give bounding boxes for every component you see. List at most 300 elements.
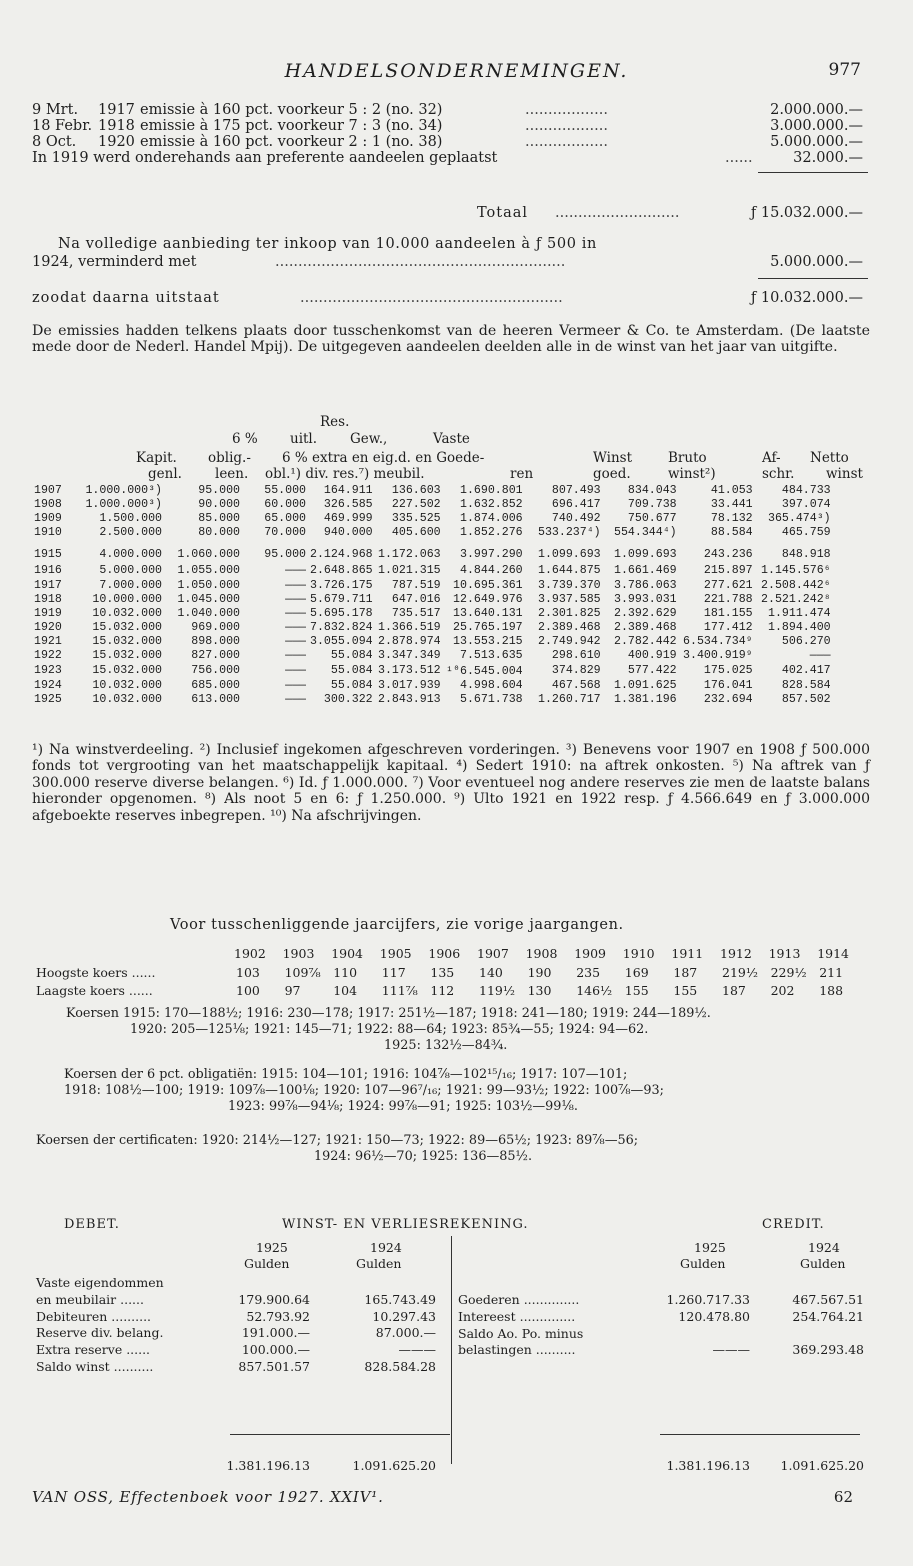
emission-amount: 3.000.000.— xyxy=(770,118,863,134)
sum-rule xyxy=(660,1434,860,1435)
reduction-line2: 1924, verminderd met xyxy=(32,254,197,270)
credit-total-1925: 1.381.196.13 xyxy=(666,1458,750,1473)
cell-winst: 467.568 xyxy=(551,678,601,692)
cell-bruto: 2.392.629 xyxy=(614,606,677,620)
cell-obl: 60.000 xyxy=(264,497,306,511)
reduction-line1: Na volledige aanbieding ter inkoop van 10.000 aandeelen à ƒ 500 in xyxy=(58,236,597,252)
cell-obl: ——— xyxy=(285,692,306,706)
koers-year: 1905 xyxy=(379,946,412,961)
credit-year2: 1924 xyxy=(808,1240,840,1255)
cell-oblig: 80.000 xyxy=(198,526,240,540)
credit-label: Saldo Ao. Po. minus xyxy=(458,1325,584,1341)
sum-rule xyxy=(230,1434,450,1435)
cell-netto: 365.474³) xyxy=(768,511,831,525)
koers-value: 111⅞ xyxy=(381,983,418,998)
footnotes: ¹) Na winstverdeeling. ²) Inclusief ingekomen afgeschreven vorderingen. ³) Benevens voor 1907 en 1908 ƒ 500.000 fonds tot vergrooting van het maatschappelijk kapitaal. ⁴) Sedert 1910: na aftrek onkosten. ⁵) Na aftrek van ƒ 300.000 reserve diverse belangen. ⁶) Id. ƒ 1.000.000. ⁷) Voor eventueel nog andere reserves zie men de laatste balans hieronder opgenomen. ⁸) Als noot 5 en 6: ƒ 1.250.000. ⁹) Ulto 1921 en 1922 resp. ƒ 4.566.649 en ƒ 3.000.000 afgeboekte reserves inbegrepen. ¹⁰) Na afschrijvingen. xyxy=(32,742,870,824)
cell-year: 1920 xyxy=(34,621,62,635)
cell-meub: 735.517 xyxy=(391,606,441,620)
table-row xyxy=(34,649,833,663)
cell-meub: 405.600 xyxy=(391,526,441,540)
cell-meub: 3.173.512 xyxy=(378,664,441,678)
cell-bruto: 3.993.031 xyxy=(614,592,677,606)
cell-netto: 2.508.442⁶ xyxy=(761,578,831,592)
cell-bruto: 1.091.625 xyxy=(614,678,677,692)
cell-obl: 95.000 xyxy=(264,548,306,562)
leader-dots: .................. xyxy=(525,118,608,134)
table-row xyxy=(34,526,833,540)
cell-obl: ——— xyxy=(285,592,306,606)
cell-oblig: 613.000 xyxy=(191,692,240,706)
cell-res: 2.648.865 xyxy=(310,564,373,578)
cell-netto: 402.417 xyxy=(781,664,831,678)
cell-goed: 1.690.801 xyxy=(460,483,523,497)
cell-oblig: 1.055.000 xyxy=(177,564,240,578)
certificaten-line1: Koersen der certificaten: 1920: 214½—127; 1921: 150—73; 1922: 89—65½; 1923: 89⅞—56; xyxy=(36,1133,639,1148)
koers-year: 1913 xyxy=(768,946,801,961)
emission-year: 1920 xyxy=(98,134,135,150)
cell-res: 3.055.094 xyxy=(310,635,373,649)
reduction-amount: 5.000.000.— xyxy=(770,254,863,270)
cell-obl: ——— xyxy=(285,578,306,592)
cell-oblig: 1.050.000 xyxy=(177,578,240,592)
cell-bruto: 834.043 xyxy=(627,483,677,497)
koersen-line1: Koersen 1915: 170—188½; 1916: 230—178; 1917: 251½—187; 1918: 241—180; 1919: 244—189½. xyxy=(66,1006,711,1021)
cell-kapit: 10.000.000 xyxy=(92,592,162,606)
table-row xyxy=(34,511,833,525)
obligatien-line1: Koersen der 6 pct. obligatiën: 1915: 104—101; 1916: 104⅞—102¹⁵/₁₆; 1917: 107—101; xyxy=(64,1067,628,1082)
cell-obl: ——— xyxy=(285,635,306,649)
header-uitl: uitl. xyxy=(290,431,318,447)
financials-table xyxy=(34,483,833,706)
footer-source: VAN OSS, Effectenboek voor 1927. XXIV¹. xyxy=(32,1488,384,1506)
cell-goed: 4.998.604 xyxy=(460,678,523,692)
koers-value: 135 xyxy=(430,965,455,980)
cell-netto: 1.894.400 xyxy=(768,621,831,635)
table-row xyxy=(34,678,833,692)
koers-row-label: Hoogste koers ...... xyxy=(36,965,156,980)
emission-amount: 32.000.— xyxy=(793,150,863,166)
cell-kapit: 10.032.000 xyxy=(92,692,162,706)
credit-label: belastingen .......... xyxy=(458,1342,576,1358)
cell-oblig: 685.000 xyxy=(191,678,240,692)
koers-value: 103 xyxy=(236,965,260,980)
cell-bruto: 2.782.442 xyxy=(614,635,677,649)
cell-year: 1921 xyxy=(34,635,62,649)
koers-value: 190 xyxy=(527,965,552,980)
koers-year: 1904 xyxy=(331,946,363,961)
cell-res: 326.585 xyxy=(323,497,373,511)
cell-oblig: 90.000 xyxy=(198,497,240,511)
cell-kapit: 2.500.000 xyxy=(99,526,162,540)
sum-rule xyxy=(758,172,868,173)
table-row xyxy=(34,483,833,497)
cell-bruto: 577.422 xyxy=(627,664,677,678)
koers-value: 155 xyxy=(624,983,649,998)
debet-total-1924: 1.091.625.20 xyxy=(352,1458,436,1473)
table-row xyxy=(34,592,833,606)
cell-winst: 1.260.717 xyxy=(538,692,601,706)
koers-value: 155 xyxy=(673,983,698,998)
header-gew: Gew., xyxy=(350,431,388,447)
header-af: Af- xyxy=(762,450,781,466)
debet-unit2: Gulden xyxy=(356,1256,402,1271)
cell-afschr: 33.441 xyxy=(710,497,753,511)
sum-rule xyxy=(758,278,868,279)
koers-year: 1907 xyxy=(477,946,509,961)
cell-goed: 13.553.215 xyxy=(453,635,523,649)
cell-oblig: 85.000 xyxy=(198,511,240,525)
cell-bruto: 1.661.469 xyxy=(614,564,677,578)
cell-bruto: 2.389.468 xyxy=(614,621,677,635)
leader-dots: ........................... xyxy=(555,205,680,221)
cell-netto: 857.502 xyxy=(781,692,831,706)
cell-netto: 2.521.242⁸ xyxy=(761,592,831,606)
debet-label: en meubilair ...... xyxy=(36,1291,144,1307)
remaining-label: zoodat daarna uitstaat xyxy=(32,290,220,306)
koers-value: 110 xyxy=(333,965,358,980)
cell-kapit: 1.000.000³) xyxy=(85,497,162,511)
header-winst: Winst xyxy=(593,450,633,466)
cell-oblig: 95.000 xyxy=(198,483,240,497)
header-goed: goed. xyxy=(593,466,631,482)
column-divider xyxy=(451,1236,452,1464)
cell-year: 1917 xyxy=(34,578,62,592)
koers-value: 119½ xyxy=(479,983,515,998)
koers-value: 187 xyxy=(673,965,698,980)
cell-goed: 4.844.260 xyxy=(460,564,523,578)
emission-year: 1917 xyxy=(98,102,135,118)
cell-res: 55.084 xyxy=(330,649,373,663)
table-row xyxy=(34,621,833,635)
cell-bruto: 3.786.063 xyxy=(614,578,677,592)
debet-value: 52.793.92 xyxy=(246,1308,310,1324)
cell-winst: 3.937.585 xyxy=(538,592,601,606)
header-vaste: Vaste xyxy=(433,431,470,447)
cell-res: 2.124.968 xyxy=(310,548,373,562)
header-obl: obl.¹) div. res.⁷) meubil. xyxy=(265,466,425,482)
koers-value: 112 xyxy=(430,983,455,998)
cell-year: 1925 xyxy=(34,692,62,706)
cell-goed: 1.852.276 xyxy=(460,526,523,540)
emission-text: emissie à 160 pct. voorkeur 5 : 2 (no. 32) xyxy=(140,102,443,118)
credit-value: 120.478.80 xyxy=(678,1308,750,1324)
cell-kapit: 15.032.000 xyxy=(92,635,162,649)
cell-meub: 3.017.939 xyxy=(378,678,441,692)
cell-goed: 1.874.006 xyxy=(460,511,523,525)
leader-dots: ......................................................... xyxy=(300,290,563,306)
header-res: Res. xyxy=(320,414,350,430)
obligatien-line3: 1923: 99⅞—94⅛; 1924: 99⅞—91; 1925: 103½—99⅛. xyxy=(228,1099,578,1114)
cell-year: 1909 xyxy=(34,511,62,525)
cell-obl: ——— xyxy=(285,649,306,663)
cell-obl: ——— xyxy=(285,621,306,635)
cell-year: 1919 xyxy=(34,606,62,620)
cell-year: 1923 xyxy=(34,664,62,678)
emission-date: 9 Mrt. xyxy=(32,102,79,118)
cell-obl: 55.000 xyxy=(264,483,306,497)
cell-kapit: 1.000.000³) xyxy=(85,483,162,497)
cell-afschr: 88.584 xyxy=(710,526,753,540)
cell-res: 164.911 xyxy=(323,483,373,497)
cell-year: 1915 xyxy=(34,548,62,562)
cell-kapit: 7.000.000 xyxy=(99,578,162,592)
page-number: 977 xyxy=(828,60,861,80)
debet-value: 857.501.57 xyxy=(238,1359,310,1374)
cell-netto: 1.911.474 xyxy=(768,606,831,620)
tusschen-note: Voor tusschenliggende jaarcijfers, zie vorige jaargangen. xyxy=(170,917,624,933)
cell-winst: 533.237⁴) xyxy=(538,526,601,540)
cell-winst: 1.099.693 xyxy=(538,548,601,562)
koersen-line3: 1925: 132½—84¾. xyxy=(384,1038,508,1053)
cell-bruto: 709.738 xyxy=(627,497,677,511)
cell-afschr: 3.400.919⁹ xyxy=(683,649,753,663)
emission-note: De emissies hadden telkens plaats door tusschenkomst van de heeren Vermeer & Co. te Amsterdam. (De laatste mede door de Nederl. Handel Mpij). De uitgegeven aandeelen deelden alle in de winst van het jaar van uitgifte. xyxy=(32,323,870,356)
emission-amount: 5.000.000.— xyxy=(770,134,863,150)
cell-bruto: 400.919 xyxy=(627,649,677,663)
koersen-line2: 1920: 205—125⅛; 1921: 145—71; 1922: 88—64; 1923: 85¾—55; 1924: 94—62. xyxy=(130,1022,649,1037)
koers-value: 130 xyxy=(527,983,552,998)
koers-value: 146½ xyxy=(576,983,613,998)
header-schr: schr. xyxy=(762,466,795,482)
cell-year: 1910 xyxy=(34,526,62,540)
cell-year: 1916 xyxy=(34,564,62,578)
totaal-amount: ƒ 15.032.000.— xyxy=(750,205,863,221)
cell-meub: 136.603 xyxy=(391,483,441,497)
leader-dots: ............................................................... xyxy=(275,254,566,270)
cell-netto: 397.074 xyxy=(781,497,831,511)
cell-res: 940.000 xyxy=(323,526,373,540)
credit-total-1924: 1.091.625.20 xyxy=(780,1458,864,1473)
cell-netto: 848.918 xyxy=(781,548,831,562)
obligatien-line2: 1918: 108½—100; 1919: 109⅞—100⅛; 1920: 107—96⁷/₁₆; 1921: 99—93½; 1922: 100⅞—93; xyxy=(64,1083,664,1098)
koers-value: 187 xyxy=(722,983,746,998)
emission-date: 18 Febr. xyxy=(32,118,93,134)
koers-value: 109⅞ xyxy=(284,965,321,980)
cell-res: 5.679.711 xyxy=(310,592,373,606)
koers-value: 219½ xyxy=(722,965,758,980)
cell-meub: 3.347.349 xyxy=(378,649,441,663)
cell-kapit: 10.032.000 xyxy=(92,606,162,620)
cell-meub: 335.525 xyxy=(391,511,441,525)
credit-value: ——— xyxy=(712,1342,750,1358)
cell-goed: 10.695.361 xyxy=(453,578,523,592)
cell-afschr: 221.788 xyxy=(703,592,753,606)
cell-bruto: 750.677 xyxy=(627,511,677,525)
cell-afschr: 41.053 xyxy=(710,483,753,497)
cell-goed: 3.997.290 xyxy=(460,548,523,562)
koers-value: 140 xyxy=(479,965,503,980)
cell-winst: 3.739.370 xyxy=(538,578,601,592)
koers-value: 235 xyxy=(576,965,601,980)
cell-meub: 1.021.315 xyxy=(378,564,441,578)
cell-netto: 506.270 xyxy=(781,635,831,649)
cell-bruto: 554.344⁴) xyxy=(614,526,677,540)
koers-year: 1902 xyxy=(234,946,266,961)
cell-winst: 2.301.825 xyxy=(538,606,601,620)
cell-oblig: 1.045.000 xyxy=(177,592,240,606)
cell-winst: 807.493 xyxy=(551,483,601,497)
debet-value: 191.000.— xyxy=(241,1325,310,1341)
cell-netto: 828.584 xyxy=(781,678,831,692)
koers-value: 104 xyxy=(333,983,358,998)
header-pct: 6 % xyxy=(232,431,258,447)
koers-value: 202 xyxy=(770,983,795,998)
koers-year: 1909 xyxy=(574,946,606,961)
cell-oblig: 1.060.000 xyxy=(177,548,240,562)
cell-oblig: 1.040.000 xyxy=(177,606,240,620)
cell-winst: 374.829 xyxy=(551,664,601,678)
cell-res: 55.084 xyxy=(330,678,373,692)
cell-goed: 1.632.852 xyxy=(460,497,523,511)
cell-kapit: 15.032.000 xyxy=(92,649,162,663)
credit-value: 369.293.48 xyxy=(792,1342,864,1358)
cell-winst: 696.417 xyxy=(551,497,601,511)
header-netto: Netto xyxy=(810,450,849,466)
cell-meub: 2.843.913 xyxy=(378,692,441,706)
cell-afschr: 243.236 xyxy=(703,548,753,562)
cell-netto: 1.145.576⁶ xyxy=(761,564,831,578)
debet-year1: 1925 xyxy=(256,1240,288,1255)
cell-kapit: 15.032.000 xyxy=(92,664,162,678)
cell-winst: 2.389.468 xyxy=(538,621,601,635)
koers-year: 1906 xyxy=(428,946,461,961)
cell-meub: 787.519 xyxy=(391,578,441,592)
cell-goed: 13.640.131 xyxy=(453,606,523,620)
koers-value: 97 xyxy=(284,983,301,998)
debet-year2: 1924 xyxy=(370,1240,402,1255)
cell-goed: 12.649.976 xyxy=(453,592,523,606)
debet-label: DEBET. xyxy=(64,1217,120,1232)
leader-dots: .................. xyxy=(525,134,608,150)
koers-year: 1908 xyxy=(525,946,558,961)
koers-value: 100 xyxy=(236,983,260,998)
certificaten-line2: 1924: 96½—70; 1925: 136—85½. xyxy=(314,1149,533,1164)
credit-value: 467.567.51 xyxy=(792,1292,864,1307)
debet-value: 10.297.43 xyxy=(372,1308,436,1324)
cell-meub: 1.172.063 xyxy=(378,548,441,562)
koers-year: 1911 xyxy=(671,946,704,961)
cell-res: 469.999 xyxy=(323,511,373,525)
header-extra: 6 % extra en eig.d. en Goede- xyxy=(282,450,485,466)
totaal-label: Totaal xyxy=(477,205,529,221)
koers-year: 1910 xyxy=(622,946,655,961)
header-bruto: Bruto xyxy=(668,450,707,466)
footer-signature: 62 xyxy=(833,1488,853,1506)
cell-obl: ——— xyxy=(285,678,306,692)
credit-value: 254.764.21 xyxy=(792,1308,864,1324)
cell-meub: 2.878.974 xyxy=(378,635,441,649)
table-row xyxy=(34,663,833,678)
cell-res: 7.832.824 xyxy=(310,621,373,635)
cell-obl: ——— xyxy=(285,564,306,578)
header-winst2: winst²) xyxy=(668,466,716,482)
cell-afschr: 215.897 xyxy=(703,564,753,578)
emission-year: 1918 xyxy=(98,118,135,134)
cell-netto: 484.733 xyxy=(781,483,831,497)
cell-winst: 740.492 xyxy=(551,511,601,525)
cell-afschr: 6.534.734⁹ xyxy=(683,635,753,649)
cell-obl: ——— xyxy=(285,664,306,678)
cell-kapit: 10.032.000 xyxy=(92,678,162,692)
cell-kapit: 1.500.000 xyxy=(99,511,162,525)
debet-label: Extra reserve ...... xyxy=(36,1342,151,1358)
cell-res: 55.084 xyxy=(330,664,373,678)
cell-oblig: 827.000 xyxy=(191,649,240,663)
debet-value: ——— xyxy=(398,1342,436,1358)
cell-bruto: 1.381.196 xyxy=(614,692,677,706)
debet-total-1925: 1.381.196.13 xyxy=(226,1458,310,1473)
credit-unit2: Gulden xyxy=(800,1256,846,1271)
debet-value: 100.000.— xyxy=(241,1342,310,1358)
cell-res: 3.726.175 xyxy=(310,578,373,592)
cell-kapit: 4.000.000 xyxy=(99,548,162,562)
cell-afschr: 181.155 xyxy=(703,606,753,620)
header-leen: leen. xyxy=(215,466,249,482)
cell-obl: ——— xyxy=(285,606,306,620)
cell-afschr: 176.041 xyxy=(703,678,753,692)
debet-unit1: Gulden xyxy=(244,1256,290,1271)
cell-winst: 2.749.942 xyxy=(538,635,601,649)
cell-meub: 1.366.519 xyxy=(378,621,441,635)
table-row xyxy=(34,606,833,620)
koers-year: 1903 xyxy=(282,946,315,961)
header-oblig: oblig.- xyxy=(208,450,251,466)
koers-year: 1912 xyxy=(720,946,752,961)
debet-label: Vaste eigendommen xyxy=(36,1275,164,1290)
leader-dots: .................. xyxy=(525,102,608,118)
debet-label: Reserve div. belang. xyxy=(36,1325,164,1341)
cell-oblig: 898.000 xyxy=(191,635,240,649)
credit-value: 1.260.717.33 xyxy=(666,1292,750,1307)
cell-winst: 298.610 xyxy=(551,649,601,663)
table-row xyxy=(34,497,833,511)
cell-obl: 65.000 xyxy=(264,511,306,525)
cell-afschr: 78.132 xyxy=(710,511,753,525)
cell-obl: 70.000 xyxy=(264,526,306,540)
debet-value: 87.000.— xyxy=(375,1325,436,1341)
cell-afschr: 175.025 xyxy=(703,664,753,678)
cell-netto: ——— xyxy=(809,649,831,663)
debet-label: Debiteuren .......... xyxy=(36,1308,152,1324)
credit-label: Goederen .............. xyxy=(458,1292,580,1307)
cell-kapit: 15.032.000 xyxy=(92,621,162,635)
emission-text: emissie à 160 pct. voorkeur 2 : 1 (no. 38) xyxy=(140,134,443,150)
koers-row-label: Laagste koers ...... xyxy=(36,983,153,998)
cell-res: 300.322 xyxy=(323,692,373,706)
cell-goed: 7.513.635 xyxy=(460,649,523,663)
cell-year: 1924 xyxy=(34,678,62,692)
credit-label: CREDIT. xyxy=(762,1217,825,1232)
table-row xyxy=(34,635,833,649)
cell-year: 1907 xyxy=(34,483,62,497)
table-row xyxy=(34,692,833,706)
cell-year: 1908 xyxy=(34,497,62,511)
running-header: HANDELSONDERNEMINGEN. xyxy=(284,60,629,82)
cell-afschr: 232.694 xyxy=(703,692,753,706)
koers-value: 229½ xyxy=(770,965,807,980)
credit-year1: 1925 xyxy=(694,1240,726,1255)
cell-oblig: 756.000 xyxy=(191,664,240,678)
credit-label: Intereest .............. xyxy=(458,1308,576,1324)
debet-label: Saldo winst .......... xyxy=(36,1359,154,1374)
cell-meub: 647.016 xyxy=(391,592,441,606)
koers-value: 211 xyxy=(819,965,844,980)
table-row xyxy=(34,578,833,592)
cell-res: 5.695.178 xyxy=(310,606,373,620)
emission-date: 8 Oct. xyxy=(32,134,77,150)
remaining-amount: ƒ 10.032.000.— xyxy=(750,290,863,306)
table-row xyxy=(34,540,833,564)
